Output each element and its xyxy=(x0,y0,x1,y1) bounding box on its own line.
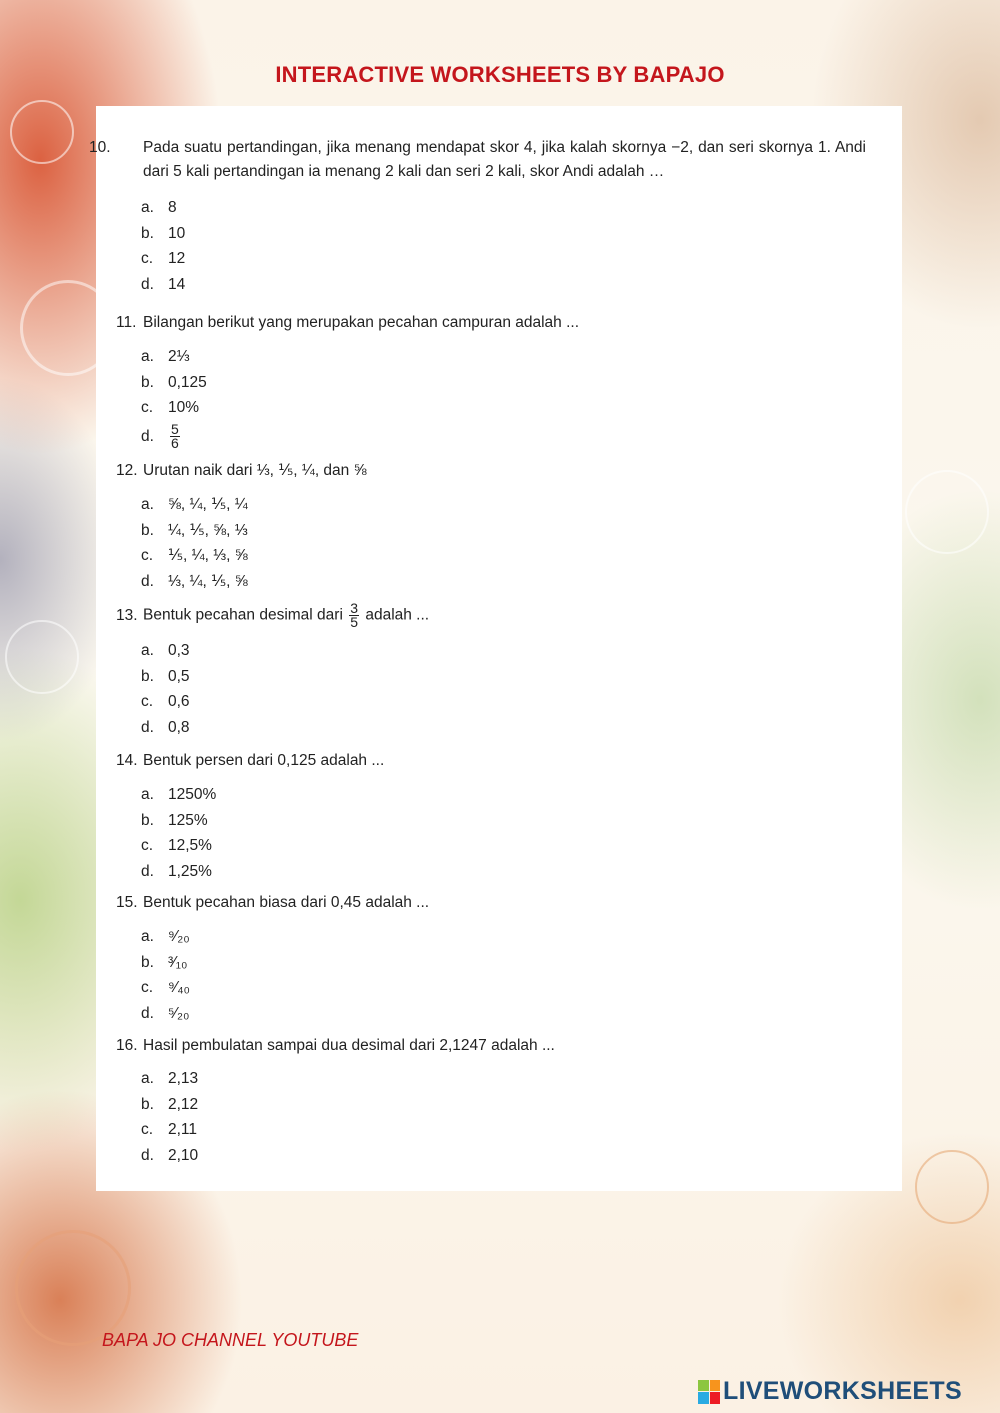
decorative-circle xyxy=(10,100,74,164)
option-text: 2,10 xyxy=(168,1146,199,1164)
question-text-before: Bentuk pecahan desimal dari xyxy=(143,606,343,624)
option-text: 8 xyxy=(168,199,177,216)
options-10 xyxy=(141,195,185,297)
option-text: 125% xyxy=(168,811,208,829)
decorative-circle xyxy=(905,470,989,554)
option-text: 1250% xyxy=(168,786,217,803)
question-text: Pada suatu pertandingan, jika menang mendapat skor 4, jika kalah skornya −2, dan seri skornya 1. Andi dari 5 kali pertandingan ia menang 2 kali dan seri 2 kali, skor Andi adalah … xyxy=(143,139,866,180)
option-11c[interactable] xyxy=(141,395,207,421)
option-12b[interactable] xyxy=(141,518,248,544)
option-14b[interactable] xyxy=(141,808,216,834)
liveworksheets-logo-icon xyxy=(698,1380,720,1404)
option-letter: b. xyxy=(141,224,154,242)
option-10b[interactable] xyxy=(141,221,185,247)
option-letter: b. xyxy=(141,373,154,391)
option-12a[interactable] xyxy=(141,492,248,518)
question-15 xyxy=(116,891,866,915)
question-text: Bilangan berikut yang merupakan pecahan campuran adalah ... xyxy=(143,314,580,331)
question-16 xyxy=(116,1034,866,1058)
options-13 xyxy=(141,638,190,740)
option-14d[interactable] xyxy=(141,859,216,885)
option-letter: d. xyxy=(141,1146,154,1164)
fraction-numerator: 3 xyxy=(350,600,359,616)
option-letter: b. xyxy=(141,1095,154,1113)
question-number: 13. xyxy=(116,606,138,624)
option-13d[interactable] xyxy=(141,715,190,741)
option-15c[interactable] xyxy=(141,975,190,1001)
question-14 xyxy=(116,749,866,773)
option-letter: a. xyxy=(141,1070,154,1087)
option-text: ³⁄₁₀ xyxy=(168,953,188,971)
question-10 xyxy=(89,136,866,184)
option-letter: c. xyxy=(141,250,154,267)
option-16d[interactable] xyxy=(141,1143,198,1169)
options-14 xyxy=(141,782,216,884)
question-text: Hasil pembulatan sampai dua desimal dari 2,1247 adalah ... xyxy=(143,1037,555,1054)
option-text: 0,8 xyxy=(168,718,190,736)
question-12 xyxy=(116,459,866,483)
fraction xyxy=(349,602,359,629)
question-text: Bentuk persen dari 0,125 adalah ... xyxy=(143,752,385,769)
option-text: 0,3 xyxy=(168,642,190,659)
option-letter: c. xyxy=(141,547,154,564)
option-text: 2,13 xyxy=(168,1070,199,1087)
option-letter: d. xyxy=(141,718,154,736)
question-number: 14. xyxy=(116,752,138,769)
question-text: Bentuk pecahan biasa dari 0,45 adalah ... xyxy=(143,894,430,911)
option-16b[interactable] xyxy=(141,1092,198,1118)
fraction-denominator: 5 xyxy=(350,614,359,630)
option-text: ¼, ⅕, ⅝, ⅓ xyxy=(168,521,248,539)
option-letter: c. xyxy=(141,693,154,710)
option-letter: c. xyxy=(141,399,154,416)
option-letter: a. xyxy=(141,348,154,365)
option-letter: a. xyxy=(141,199,154,216)
option-15a[interactable] xyxy=(141,924,190,950)
question-number: 11. xyxy=(116,314,137,331)
option-14a[interactable] xyxy=(141,782,216,808)
options-11 xyxy=(141,344,207,453)
option-15d[interactable] xyxy=(141,1001,190,1027)
option-text: 0,125 xyxy=(168,373,207,391)
question-number: 12. xyxy=(116,462,138,479)
option-text: 2,11 xyxy=(168,1121,198,1138)
question-number: 15. xyxy=(116,894,138,911)
option-text: 0,6 xyxy=(168,693,190,710)
question-number: 16. xyxy=(116,1037,138,1054)
option-letter: d. xyxy=(141,275,154,293)
liveworksheets-logo-text: LIVEWORKSHEETS xyxy=(723,1377,962,1405)
decorative-circle xyxy=(15,1230,131,1346)
option-letter: b. xyxy=(141,521,154,539)
option-letter: d. xyxy=(141,572,154,590)
option-letter: c. xyxy=(141,979,154,996)
option-text: ⅓, ¼, ⅕, ⅝ xyxy=(168,572,248,590)
option-text: 2,12 xyxy=(168,1095,199,1113)
option-letter: b. xyxy=(141,667,154,685)
option-text: 1,25% xyxy=(168,862,212,880)
option-15b[interactable] xyxy=(141,950,190,976)
option-10a[interactable] xyxy=(141,195,185,221)
option-11b[interactable] xyxy=(141,370,207,396)
option-letter: d. xyxy=(141,862,154,880)
option-14c[interactable] xyxy=(141,833,216,859)
option-11a[interactable] xyxy=(141,344,207,370)
worksheet-title: INTERACTIVE WORKSHEETS BY BAPAJO xyxy=(275,62,725,87)
option-letter: b. xyxy=(141,811,154,829)
liveworksheets-brand xyxy=(698,1377,962,1406)
option-letter: a. xyxy=(141,496,154,513)
option-letter: a. xyxy=(141,786,154,803)
fraction-numerator: 5 xyxy=(171,420,179,437)
option-13b[interactable] xyxy=(141,664,190,690)
question-11 xyxy=(116,311,866,335)
option-letter: d. xyxy=(141,1004,154,1022)
option-text: ⅕, ¼, ⅓, ⅝ xyxy=(168,547,248,564)
option-10c[interactable] xyxy=(141,246,185,272)
question-text: Urutan naik dari ⅓, ⅕, ¼, dan ⅝ xyxy=(143,462,367,479)
option-letter: b. xyxy=(141,953,154,971)
option-text: ⁹⁄₂₀ xyxy=(168,928,190,945)
youtube-channel-text: BAPA JO CHANNEL YOUTUBE xyxy=(102,1330,359,1350)
option-10d[interactable] xyxy=(141,272,185,298)
option-text: 14 xyxy=(168,275,186,293)
option-letter: d. xyxy=(141,427,154,445)
decorative-circle xyxy=(915,1150,989,1224)
option-text: 12 xyxy=(168,250,186,267)
option-letter: c. xyxy=(141,837,154,854)
options-15 xyxy=(141,924,190,1026)
question-number: 10. xyxy=(89,139,111,156)
option-text: 10 xyxy=(168,224,186,242)
decorative-circle xyxy=(5,620,79,694)
option-12c[interactable] xyxy=(141,543,248,569)
option-11d[interactable] xyxy=(141,421,207,453)
option-16a[interactable] xyxy=(141,1066,198,1092)
option-text: 12,5% xyxy=(168,837,212,854)
question-text-after: adalah ... xyxy=(365,606,430,624)
option-text: ⁹⁄₄₀ xyxy=(168,979,190,996)
option-text: 0,5 xyxy=(168,667,190,685)
fraction-denominator: 6 xyxy=(171,434,179,451)
option-letter: c. xyxy=(141,1121,154,1138)
option-13c[interactable] xyxy=(141,689,190,715)
option-12d[interactable] xyxy=(141,569,248,595)
options-16 xyxy=(141,1066,198,1168)
option-letter: a. xyxy=(141,642,154,659)
option-13a[interactable] xyxy=(141,638,190,664)
option-text: 2⅓ xyxy=(168,348,190,365)
worksheet-page xyxy=(89,106,902,1191)
option-letter: a. xyxy=(141,928,154,945)
question-13 xyxy=(116,602,866,629)
option-text: ⅝, ¼, ⅕, ¼ xyxy=(168,496,248,513)
options-12 xyxy=(141,492,248,594)
fraction xyxy=(170,420,180,451)
option-text: ⁵⁄₂₀ xyxy=(168,1004,190,1022)
option-16c[interactable] xyxy=(141,1117,198,1143)
option-text: 10% xyxy=(168,399,200,416)
